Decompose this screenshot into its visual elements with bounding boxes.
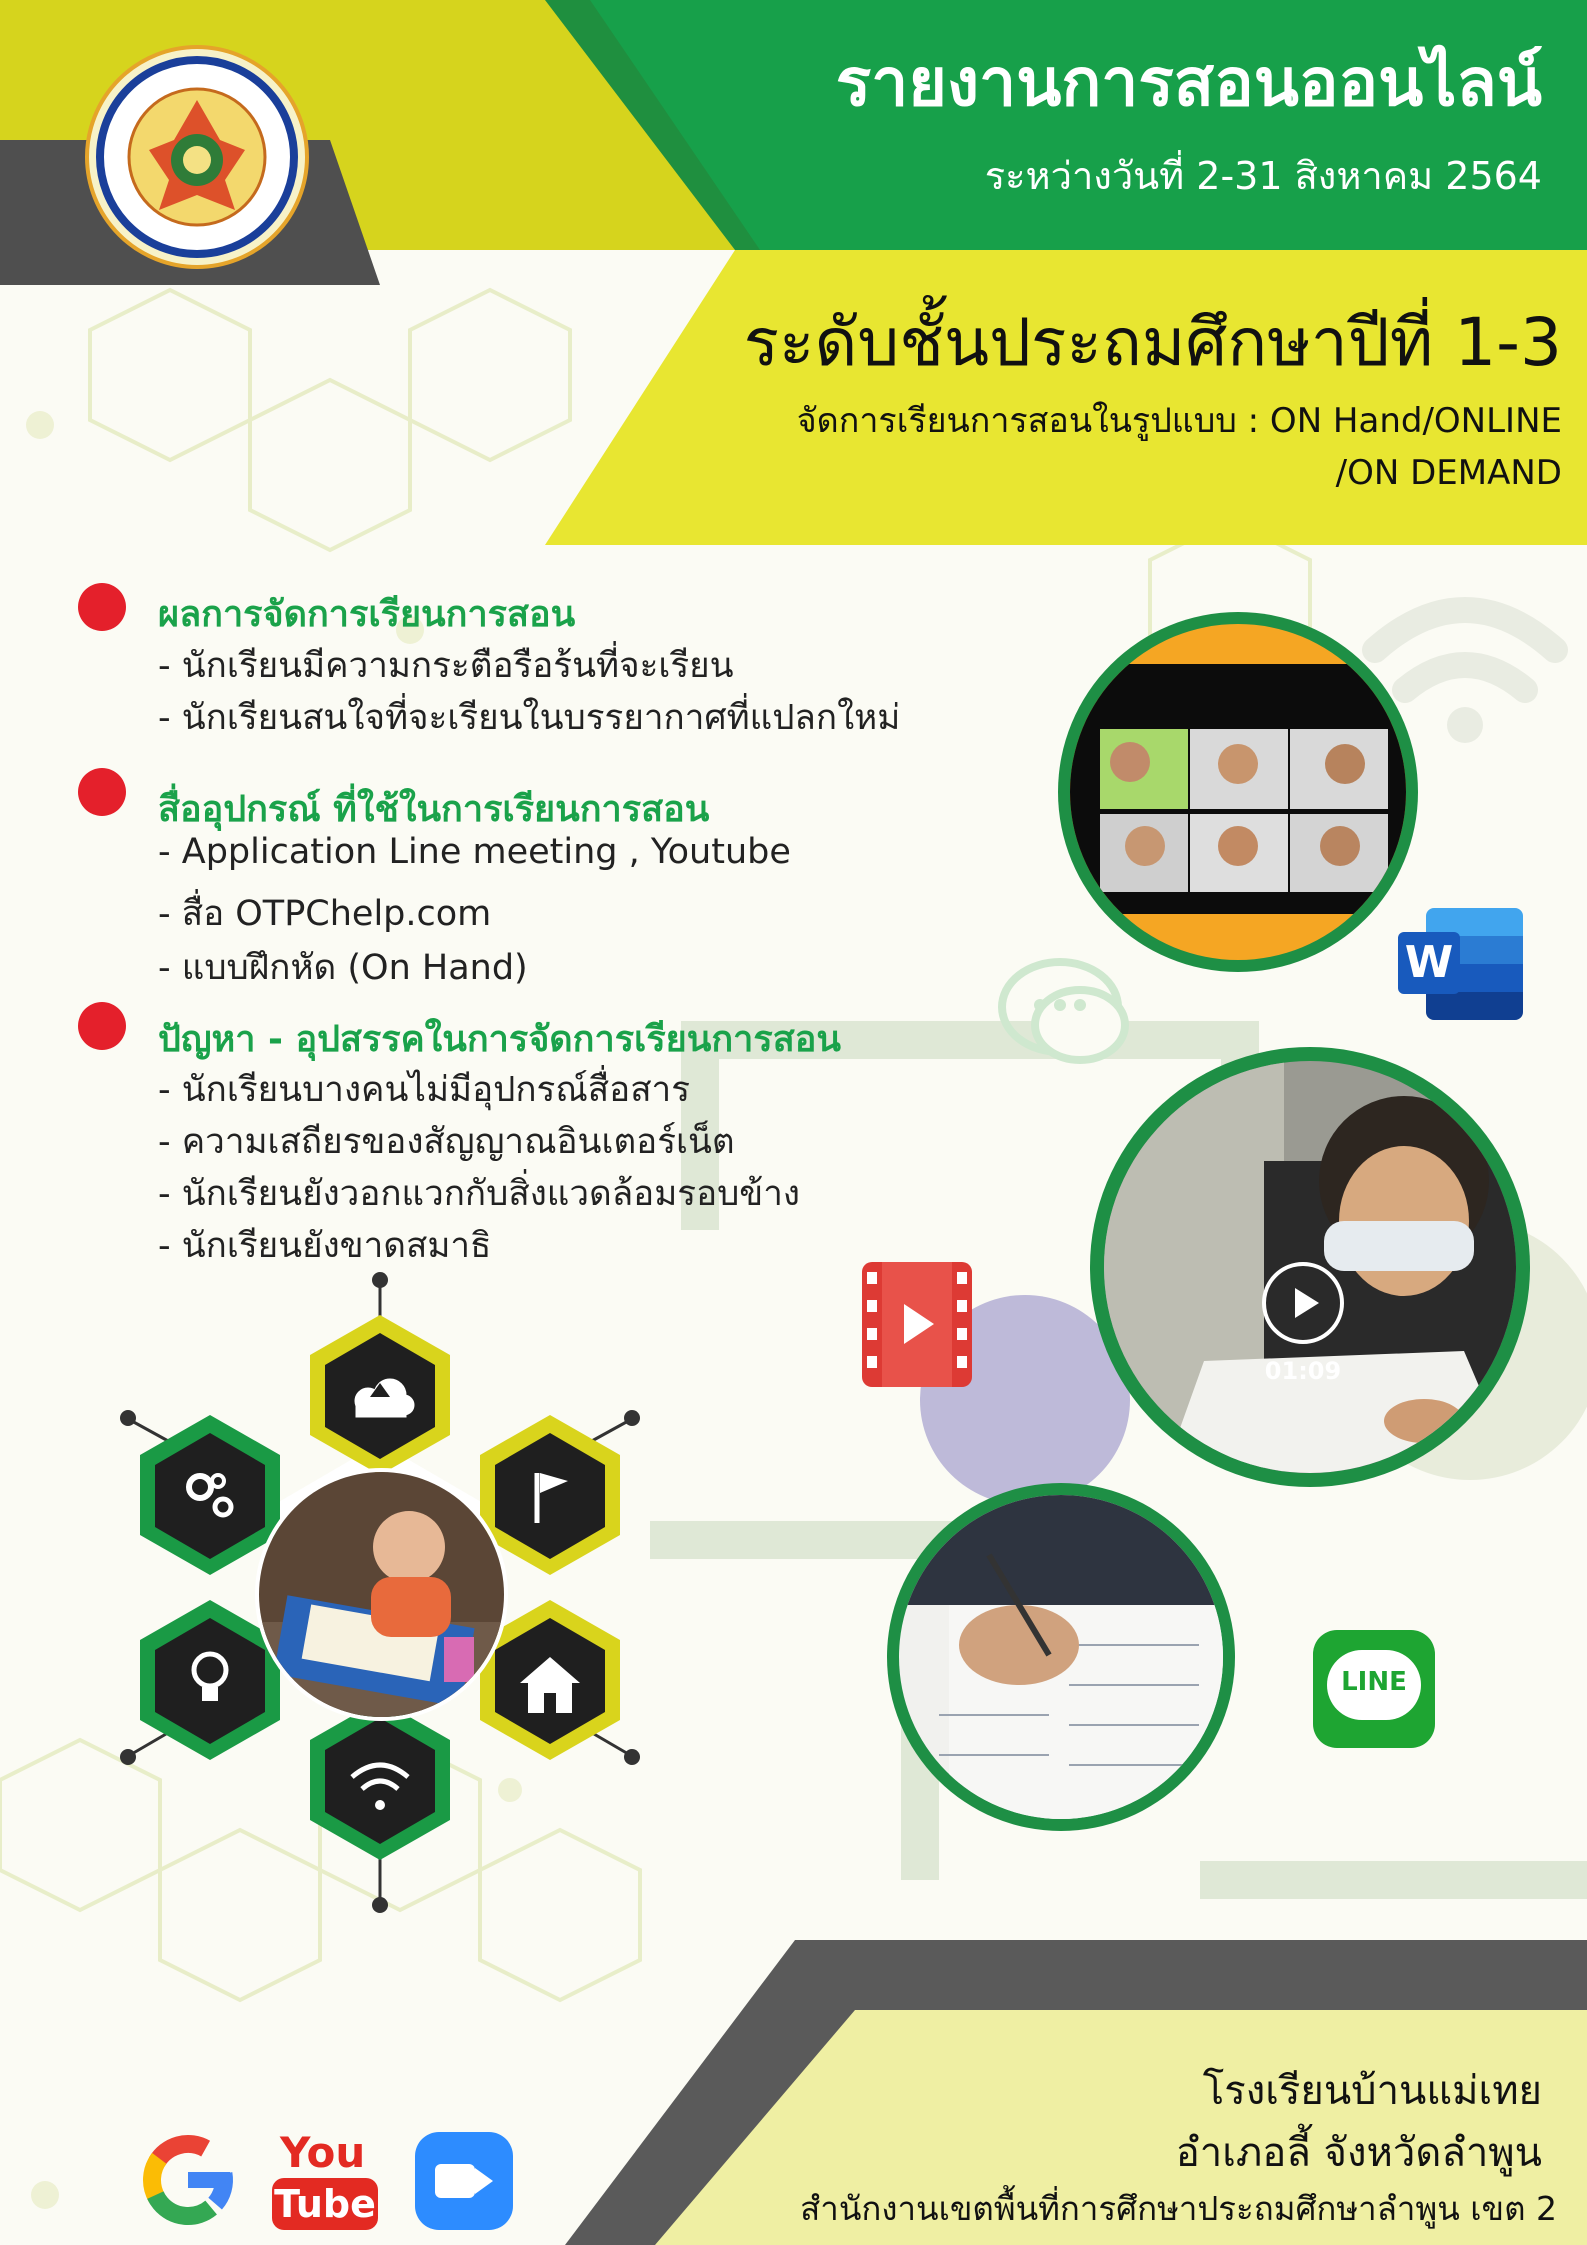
section-media-item: - สื่อ OTPChelp.com <box>158 894 492 934</box>
section-results-item: - นักเรียนมีความกระตือรือร้นที่จะเรียน <box>158 646 734 686</box>
section-media-item: - Application Line meeting , Youtube <box>158 832 791 872</box>
chat-bubble-icon <box>995 955 1135 1075</box>
section-media-title: สื่ออุปกรณ์ ที่ใช้ในการเรียนการสอน <box>158 789 710 830</box>
zoom-logo <box>415 2132 513 2230</box>
footer-office: สำนักงานเขตพื้นที่การศึกษาประถมศึกษาลำพูน เขต 2 <box>800 2189 1557 2228</box>
homework-photo <box>887 1483 1235 1831</box>
teaching-mode <box>797 395 1562 499</box>
video-player[interactable] <box>1090 1047 1530 1487</box>
report-title: รายงานการสอนออนไลน์ <box>835 44 1542 121</box>
line-app-icon <box>1313 1630 1435 1748</box>
video-film-icon <box>862 1262 972 1387</box>
section-problems-item: - นักเรียนบางคนไม่มีอุปกรณ์สื่อสาร <box>158 1070 691 1110</box>
youtube-tube: Tube <box>272 2178 378 2230</box>
section-problems-item: - ความเสถียรของสัญญาณอินเตอร์เน็ต <box>158 1122 735 1162</box>
youtube-logo <box>272 2128 380 2233</box>
section-results-title: ผลการจัดการเรียนการสอน <box>158 594 576 635</box>
footer-district: อำเภอลี้ จังหวัดลำพูน <box>1175 2130 1542 2176</box>
section-results-item: - นักเรียนสนใจที่จะเรียนในบรรยากาศที่แปลกใหม่ <box>158 698 901 738</box>
section-problems-title: ปัญหา - อุปสรรคในการจัดการเรียนการสอน <box>158 1019 841 1060</box>
word-app-icon <box>1398 908 1523 1020</box>
bullet-dot <box>78 1002 126 1050</box>
hex-flag <box>480 1415 620 1575</box>
school-logo <box>85 45 310 270</box>
center-photo-child <box>255 1468 508 1721</box>
section-problems-item: - นักเรียนยังขาดสมาธิ <box>158 1226 492 1266</box>
bullet-dot <box>78 583 126 631</box>
word-letter: W <box>1398 932 1460 994</box>
youtube-you: You <box>280 2128 366 2177</box>
bullet-dot <box>78 768 126 816</box>
section-media-item: - แบบฝึกหัด (On Hand) <box>158 948 528 988</box>
grade-level-title: ระดับชั้นประถมศึกษาปีที่ 1-3 <box>743 304 1562 381</box>
play-button[interactable] <box>1262 1262 1344 1344</box>
section-problems-item: - นักเรียนยังวอกแวกกับสิ่งแวดล้อมรอบข้าง <box>158 1174 800 1214</box>
google-logo <box>138 2130 238 2230</box>
video-call-photo <box>1058 612 1418 972</box>
teaching-mode-line2: /ON DEMAND <box>1335 453 1562 493</box>
line-label: LINE <box>1341 1667 1407 1697</box>
play-icon <box>1295 1288 1319 1318</box>
video-duration: 01:09 <box>1264 1357 1342 1385</box>
date-range: ระหว่างวันที่ 2-31 สิงหาคม 2564 <box>984 154 1542 198</box>
teaching-mode-line1: จัดการเรียนการสอนในรูปแบบ : ON Hand/ONLINE <box>796 401 1562 441</box>
footer-school-name: โรงเรียนบ้านแม่เทย <box>1202 2068 1542 2114</box>
